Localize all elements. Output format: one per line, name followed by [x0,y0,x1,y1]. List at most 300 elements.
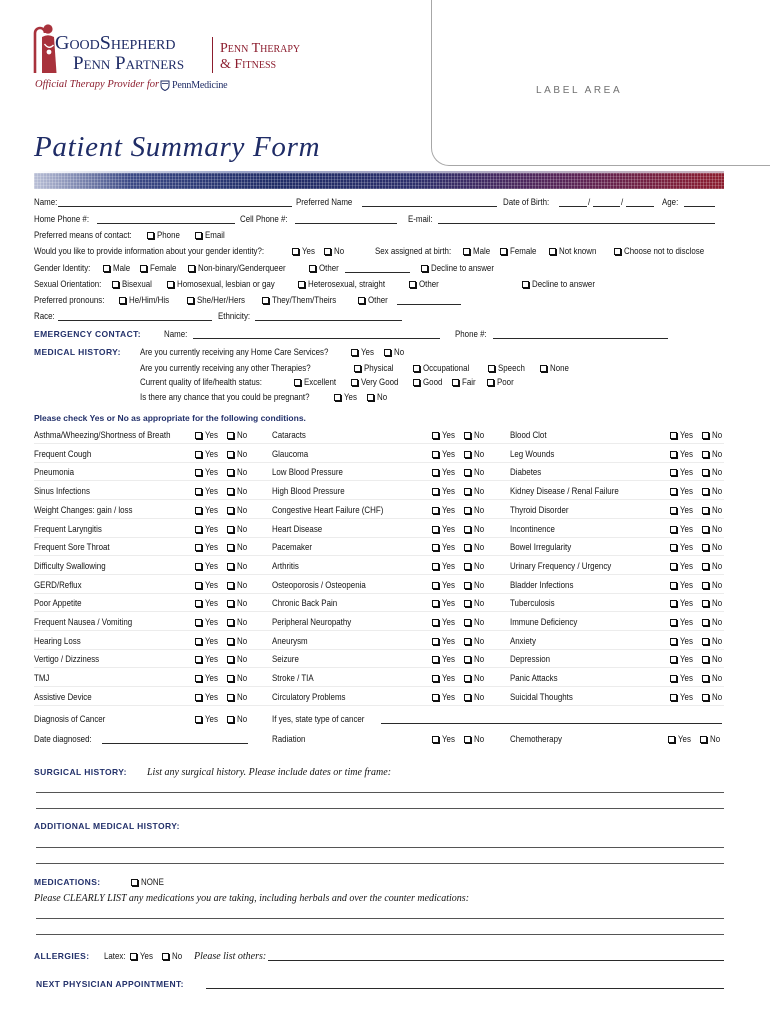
orientation-other-checkbox[interactable] [409,281,416,288]
yes-no-group [195,598,255,609]
no-checkbox[interactable] [227,469,234,476]
medical-history-row-quality [0,377,770,388]
row-divider [34,686,724,687]
no-checkbox[interactable] [227,675,234,682]
yes-no-group [195,636,255,647]
yes-label: Yes [205,505,218,515]
sex-female-checkbox[interactable] [500,248,507,255]
no-checkbox[interactable] [227,432,234,439]
yes-label: Yes [680,636,693,646]
condition-label: Stroke / TIA [272,673,314,683]
no-checkbox[interactable] [227,563,234,570]
quality-very-good-label: Very Good [361,377,399,387]
gender-male-checkbox[interactable] [103,265,110,272]
gender-nonbinary-label: Non-binary/Genderqueer [198,263,286,273]
additional-history-line[interactable] [36,863,724,864]
row-divider [34,499,724,500]
condition-row [0,430,770,441]
yes-checkbox[interactable] [432,582,439,589]
sex-not-disclose-checkbox[interactable] [614,248,621,255]
yes-checkbox[interactable] [195,619,202,626]
condition-label: Leg Wounds [510,449,555,459]
condition-label: Tuberculosis [510,598,555,608]
yes-checkbox[interactable] [670,600,677,607]
no-checkbox[interactable] [464,507,471,514]
yes-label: Yes [442,654,455,664]
condition-row [0,580,770,591]
no-label: No [474,505,485,515]
quality-good-checkbox[interactable] [413,379,420,386]
yes-checkbox[interactable] [432,563,439,570]
quality-question: Current quality of life/health status: [140,377,262,387]
no-checkbox[interactable] [227,638,234,645]
yes-no-group [195,542,255,553]
no-label: No [712,654,723,664]
row-divider [34,630,724,631]
pronoun-other-checkbox[interactable] [358,297,365,304]
cancer-diagnosis-row [0,714,770,725]
logo-divider [212,37,213,73]
gender-male-label: Male [113,263,131,273]
contact-means-label: Preferred means of contact: [34,230,132,240]
pregnant-question: Is there any chance that you could be pregnant? [140,392,310,402]
quality-very-good-checkbox[interactable] [351,379,358,386]
yes-no-group [195,561,255,572]
yes-label: Yes [680,449,693,459]
no-checkbox[interactable] [464,544,471,551]
yes-checkbox[interactable] [195,638,202,645]
surgical-history-heading: SURGICAL HISTORY: [34,767,127,777]
dob-year-field[interactable] [626,206,654,207]
surgical-history-line[interactable] [36,808,724,809]
condition-row [0,673,770,684]
demographics-row-pronouns [0,295,770,306]
next-appointment-field[interactable] [206,988,724,989]
condition-label: Peripheral Neuropathy [272,617,352,627]
no-checkbox[interactable] [464,526,471,533]
no-checkbox[interactable] [227,694,234,701]
yes-checkbox[interactable] [670,638,677,645]
ethnicity-field[interactable] [255,320,402,321]
conditions-instruction: Please check Yes or No as appropriate for the following conditions. [34,413,306,423]
no-label: No [712,673,723,683]
date-diagnosed-field[interactable] [102,743,248,744]
gender-info-no-checkbox[interactable] [324,248,331,255]
gender-nonbinary-checkbox[interactable] [188,265,195,272]
condition-label: Weight Changes: gain / loss [34,505,133,515]
email-field[interactable] [438,223,715,224]
therapy-occupational-checkbox[interactable] [413,365,420,372]
no-checkbox[interactable] [464,694,471,701]
dob-month-field[interactable] [559,206,587,207]
pronoun-she-checkbox[interactable] [187,297,194,304]
no-checkbox[interactable] [464,675,471,682]
yes-no-group [670,636,730,647]
orientation-heterosexual-label: Heterosexual, straight [308,279,386,289]
yes-checkbox[interactable] [195,675,202,682]
yes-checkbox[interactable] [432,507,439,514]
cell-phone-field[interactable] [295,223,397,224]
yes-no-group [670,486,730,497]
yes-label: Yes [442,542,455,552]
gender-decline-checkbox[interactable] [421,265,428,272]
medical-history-row-pregnant [0,392,770,403]
latex-yes-checkbox[interactable] [130,953,137,960]
no-checkbox[interactable] [702,694,709,701]
no-label: No [237,673,248,683]
yes-label: Yes [678,734,691,744]
yes-no-group [195,449,255,460]
yes-no-group [670,692,730,703]
no-checkbox[interactable] [464,469,471,476]
sex-male-label: Male [473,246,491,256]
no-checkbox[interactable] [702,675,709,682]
yes-checkbox[interactable] [195,526,202,533]
logo-name-line2: Penn Partners [73,53,185,74]
preferred-name-field[interactable] [362,206,497,207]
demographics-row-contact-means [0,230,770,241]
home-care-no-label: No [394,347,405,357]
no-label: No [712,430,723,440]
home-phone-field[interactable] [97,223,235,224]
no-checkbox[interactable] [700,736,707,743]
date-diagnosed-label: Date diagnosed: [34,734,92,744]
condition-label: TMJ [34,673,50,683]
yes-checkbox[interactable] [432,488,439,495]
condition-label: Blood Clot [510,430,547,440]
no-checkbox[interactable] [227,488,234,495]
allergies-heading: ALLERGIES: [34,951,90,961]
no-checkbox[interactable] [702,432,709,439]
yes-no-group [432,561,492,572]
partner-name-line1: Penn Therapy [220,41,301,56]
yes-no-group [670,617,730,628]
chemotherapy-label: Chemotherapy [510,734,562,744]
yes-checkbox[interactable] [670,563,677,570]
yes-label: Yes [205,673,218,683]
yes-label: Yes [680,430,693,440]
no-checkbox[interactable] [702,619,709,626]
no-checkbox[interactable] [464,451,471,458]
allergies-others-field[interactable] [268,960,724,961]
pronoun-they-checkbox[interactable] [262,297,269,304]
quality-excellent-checkbox[interactable] [294,379,301,386]
sex-not-known-checkbox[interactable] [549,248,556,255]
pronoun-other-field[interactable] [397,304,461,305]
no-checkbox[interactable] [227,451,234,458]
yes-checkbox[interactable] [670,656,677,663]
yes-label: Yes [442,467,455,477]
therapy-none-checkbox[interactable] [540,365,547,372]
yes-checkbox[interactable] [432,675,439,682]
yes-no-group [432,430,492,441]
surgical-history-line[interactable] [36,792,724,793]
no-label: No [712,542,723,552]
yes-label: Yes [205,714,218,724]
no-label: No [237,598,248,608]
gender-other-field[interactable] [345,272,410,273]
home-care-yes-checkbox[interactable] [351,349,358,356]
condition-label: Diabetes [510,467,542,477]
condition-label: GERD/Reflux [34,580,82,590]
condition-row [0,486,770,497]
yes-checkbox[interactable] [670,619,677,626]
yes-checkbox[interactable] [670,675,677,682]
no-checkbox[interactable] [702,582,709,589]
no-label: No [474,673,485,683]
yes-checkbox[interactable] [432,432,439,439]
no-checkbox[interactable] [702,600,709,607]
yes-label: Yes [680,598,693,608]
medications-prompt-row [0,893,770,904]
title-banner [34,173,724,189]
no-checkbox[interactable] [464,600,471,607]
yes-checkbox[interactable] [432,451,439,458]
no-checkbox[interactable] [702,563,709,570]
quality-fair-label: Fair [462,377,476,387]
medications-line[interactable] [36,918,724,919]
no-checkbox[interactable] [227,507,234,514]
additional-history-line[interactable] [36,847,724,848]
condition-label: Pneumonia [34,467,75,477]
no-label: No [474,467,485,477]
quality-poor-checkbox[interactable] [487,379,494,386]
no-checkbox[interactable] [227,600,234,607]
age-field[interactable] [684,206,715,207]
no-label: No [237,486,248,496]
no-checkbox[interactable] [464,638,471,645]
condition-label: Sinus Infections [34,486,90,496]
no-checkbox[interactable] [702,469,709,476]
allergies-row [0,951,770,962]
no-checkbox[interactable] [227,656,234,663]
no-checkbox[interactable] [702,507,709,514]
next-appointment-heading: NEXT PHYSICIAN APPOINTMENT: [36,979,184,989]
row-divider [34,649,724,650]
yes-checkbox[interactable] [195,563,202,570]
gender-female-checkbox[interactable] [140,265,147,272]
therapy-physical-checkbox[interactable] [354,365,361,372]
chemotherapy-yes-no [668,734,728,745]
no-label: No [712,692,723,702]
medications-line[interactable] [36,934,724,935]
no-checkbox[interactable] [702,638,709,645]
medications-prompt: Please CLEARLY LIST any medications you are taking, including herbals and over the counter medications: [34,893,470,904]
yes-checkbox[interactable] [195,656,202,663]
yes-no-group [432,636,492,647]
yes-no-group [432,580,492,591]
condition-label: Asthma/Wheezing/Shortness of Breath [34,430,171,440]
emergency-name-label: Name: [164,329,188,339]
sex-male-checkbox[interactable] [463,248,470,255]
pronoun-he-checkbox[interactable] [119,297,126,304]
medical-history-row-home-care [0,347,770,358]
no-checkbox[interactable] [464,619,471,626]
no-checkbox[interactable] [227,582,234,589]
latex-no-checkbox[interactable] [162,953,169,960]
cancer-diagnosis-yes-no [195,714,255,725]
yes-checkbox[interactable] [432,694,439,701]
home-care-no-checkbox[interactable] [384,349,391,356]
yes-label: Yes [680,580,693,590]
no-label: No [712,486,723,496]
gender-other-checkbox[interactable] [309,265,316,272]
yes-checkbox[interactable] [432,638,439,645]
yes-checkbox[interactable] [668,736,675,743]
no-label: No [237,542,248,552]
yes-checkbox[interactable] [670,488,677,495]
yes-label: Yes [442,505,455,515]
surgical-history-row [0,767,770,778]
no-label: No [474,692,485,702]
contact-email-label: Email [205,230,225,240]
name-label: Name: [34,197,58,207]
no-checkbox[interactable] [702,656,709,663]
condition-label: Glaucoma [272,449,309,459]
yes-checkbox[interactable] [670,526,677,533]
yes-label: Yes [205,449,218,459]
dob-day-field[interactable] [593,206,620,207]
yes-checkbox[interactable] [432,469,439,476]
yes-checkbox[interactable] [432,544,439,551]
no-checkbox[interactable] [464,432,471,439]
name-field[interactable] [58,206,292,207]
yes-label: Yes [205,598,218,608]
yes-label: Yes [205,654,218,664]
yes-checkbox[interactable] [195,582,202,589]
demographics-row-race [0,311,770,322]
no-label: No [474,561,485,571]
yes-checkbox[interactable] [195,716,202,723]
age-label: Age: [662,197,679,207]
no-label: No [237,524,248,534]
yes-label: Yes [205,636,218,646]
no-checkbox[interactable] [702,451,709,458]
yes-label: Yes [442,430,455,440]
quality-fair-checkbox[interactable] [452,379,459,386]
yes-checkbox[interactable] [195,507,202,514]
no-checkbox[interactable] [464,736,471,743]
yes-checkbox[interactable] [195,451,202,458]
quality-excellent-label: Excellent [304,377,337,387]
pregnant-yes-checkbox[interactable] [334,394,341,401]
row-divider [34,555,724,556]
no-checkbox[interactable] [227,544,234,551]
logo-name-line1: GoodShepherd [55,32,176,54]
no-checkbox[interactable] [702,544,709,551]
emergency-name-field[interactable] [193,338,440,339]
no-checkbox[interactable] [702,488,709,495]
yes-checkbox[interactable] [670,507,677,514]
condition-row [0,598,770,609]
contact-email-checkbox[interactable] [195,232,202,239]
no-checkbox[interactable] [464,656,471,663]
yes-checkbox[interactable] [195,600,202,607]
no-checkbox[interactable] [227,526,234,533]
condition-label: Immune Deficiency [510,617,578,627]
no-label: No [712,467,723,477]
no-checkbox[interactable] [464,582,471,589]
therapy-speech-checkbox[interactable] [488,365,495,372]
no-label: No [712,524,723,534]
yes-no-group [432,617,492,628]
orientation-homosexual-checkbox[interactable] [167,281,174,288]
race-field[interactable] [58,320,212,321]
orientation-other-label: Other [419,279,439,289]
no-checkbox[interactable] [464,563,471,570]
yes-checkbox[interactable] [195,469,202,476]
no-checkbox[interactable] [702,526,709,533]
yes-checkbox[interactable] [670,544,677,551]
yes-no-group [432,654,492,665]
yes-checkbox[interactable] [670,694,677,701]
yes-checkbox[interactable] [195,694,202,701]
no-label: No [712,617,723,627]
yes-no-group [195,617,255,628]
gender-info-yes-label: Yes [302,246,315,256]
yes-checkbox[interactable] [432,736,439,743]
condition-row [0,524,770,535]
no-label: No [237,430,248,440]
yes-checkbox[interactable] [432,619,439,626]
no-checkbox[interactable] [227,619,234,626]
yes-no-group [195,467,255,478]
yes-no-group [432,486,492,497]
no-checkbox[interactable] [464,488,471,495]
cancer-type-field[interactable] [381,723,722,724]
orientation-decline-checkbox[interactable] [522,281,529,288]
no-label: No [237,714,248,724]
medications-none-checkbox[interactable] [131,879,138,886]
row-divider [34,667,724,668]
orientation-heterosexual-checkbox[interactable] [298,281,305,288]
yes-label: Yes [205,617,218,627]
condition-row [0,636,770,647]
no-checkbox[interactable] [227,716,234,723]
demographics-row-phone [0,214,770,225]
yes-checkbox[interactable] [670,582,677,589]
pregnant-no-checkbox[interactable] [367,394,374,401]
yes-no-group [195,654,255,665]
yes-checkbox[interactable] [432,656,439,663]
yes-label: Yes [205,467,218,477]
orientation-bisexual-checkbox[interactable] [112,281,119,288]
yes-label: Yes [442,524,455,534]
contact-phone-checkbox[interactable] [147,232,154,239]
yes-checkbox[interactable] [195,544,202,551]
yes-checkbox[interactable] [195,488,202,495]
therapies-question: Are you currently receiving any other Therapies? [140,363,311,373]
no-label: No [474,580,485,590]
condition-label: Seizure [272,654,299,664]
condition-label: Kidney Disease / Renal Failure [510,486,619,496]
condition-label: Aneurysm [272,636,308,646]
emergency-phone-field[interactable] [493,338,668,339]
yes-no-group [670,598,730,609]
ethnicity-label: Ethnicity: [218,311,251,321]
gender-info-yes-checkbox[interactable] [292,248,299,255]
yes-no-group [195,692,255,703]
yes-label: Yes [205,561,218,571]
yes-checkbox[interactable] [670,451,677,458]
yes-checkbox[interactable] [195,432,202,439]
yes-checkbox[interactable] [670,432,677,439]
pronoun-they-label: They/Them/Theirs [272,295,337,305]
yes-checkbox[interactable] [432,526,439,533]
yes-checkbox[interactable] [670,469,677,476]
yes-checkbox[interactable] [432,600,439,607]
emergency-contact-heading: EMERGENCY CONTACT: [34,329,142,339]
